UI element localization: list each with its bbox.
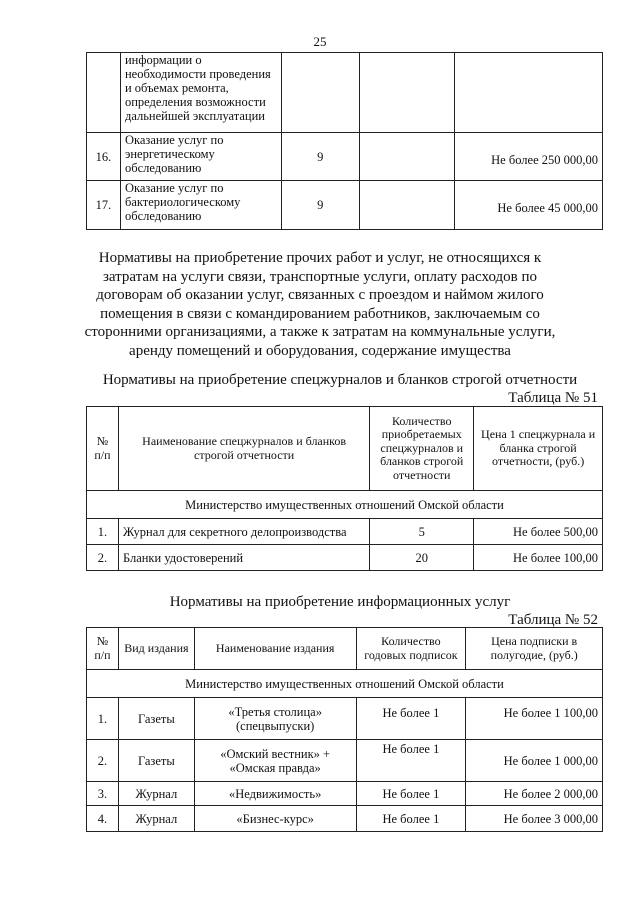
price <box>455 53 603 133</box>
table52 <box>86 627 603 832</box>
table-row <box>87 782 603 806</box>
table52-title: Нормативы на приобретение информационных услуг <box>169 594 511 610</box>
item-name: Бланки удостоверений <box>118 545 369 571</box>
header-type: Вид издания <box>118 628 194 670</box>
table-row <box>87 545 603 571</box>
row-number: 17. <box>87 181 121 230</box>
publication-name: «Омский вестник» + «Омская правда» <box>194 740 356 782</box>
subscriptions: Не более 1 <box>356 806 466 832</box>
service-name: Оказание услуг по энергетическому обследованию <box>120 133 281 181</box>
service-name: Оказание услуг по бактериологическому обследованию <box>120 181 281 230</box>
ministry-name: Министерство имущественных отношений Омской области <box>87 491 603 519</box>
table-row <box>87 806 603 832</box>
header-name: Наименование издания <box>194 628 356 670</box>
table52-label: Таблица № 52 <box>508 612 598 628</box>
header-num: № п/п <box>87 628 119 670</box>
continuation-table <box>86 52 603 230</box>
row-number <box>87 53 121 133</box>
publication-type: Газеты <box>118 698 194 740</box>
price: Не более 45 000,00 <box>455 181 603 230</box>
header-name: Наименование спецжурналов и бланков строгой отчетности <box>118 407 369 491</box>
row-number: 3. <box>87 782 119 806</box>
table-row <box>87 133 603 181</box>
quantity: 9 <box>281 181 359 230</box>
publication-type: Журнал <box>118 806 194 832</box>
quantity: 9 <box>281 133 359 181</box>
publication-name: «Третья столица» (спецвыпуски) <box>194 698 356 740</box>
table-row <box>87 698 603 740</box>
quantity: 20 <box>370 545 474 571</box>
header-price: Цена 1 спецжурнала и бланка строгой отчетности, (руб.) <box>474 407 603 491</box>
quantity <box>281 53 359 133</box>
header-qty: Количество годовых подписок <box>356 628 466 670</box>
subscriptions: Не более 1 <box>356 698 466 740</box>
price: Не более 2 000,00 <box>466 782 603 806</box>
price: Не более 1 100,00 <box>466 698 603 740</box>
publication-name: «Бизнес-курс» <box>194 806 356 832</box>
empty-cell <box>359 53 455 133</box>
price: Не более 1 000,00 <box>466 740 603 782</box>
table-row <box>87 181 603 230</box>
table-row <box>87 740 603 782</box>
header-qty: Количество приобретаемых спецжурналов и бланков строгой отчетности <box>370 407 474 491</box>
publication-type: Журнал <box>118 782 194 806</box>
page-number: 25 <box>313 34 327 49</box>
subscriptions: Не более 1 <box>356 740 466 782</box>
item-name: Журнал для секретного делопроизводства <box>118 519 369 545</box>
service-name: информации о необходимости проведения и объемах ремонта, определения возможности дальнейшей эксплуатации <box>120 53 281 133</box>
table-header-row <box>87 407 603 491</box>
subscriptions: Не более 1 <box>356 782 466 806</box>
section-heading: Нормативы на приобретение прочих работ и услуг, не относящихся к затратам на услуги связи, транспортные услуги, оплату расходов по договорам об оказании услуг, связанных с проездом и наймом жилого помещения в связи с командированием работников, заключаемым со сторонними организациями, а также к затратам на коммунальные услуги, аренду помещений и оборудования, содержание имущества <box>84 250 556 359</box>
table-row <box>87 519 603 545</box>
row-number: 1. <box>87 698 119 740</box>
table-row <box>87 53 603 133</box>
price: Не более 100,00 <box>474 545 603 571</box>
row-number: 2. <box>87 545 119 571</box>
row-number: 16. <box>87 133 121 181</box>
price: Не более 3 000,00 <box>466 806 603 832</box>
ministry-row <box>87 491 603 519</box>
table-header-row <box>87 628 603 670</box>
row-number: 4. <box>87 806 119 832</box>
publication-name: «Недвижимость» <box>194 782 356 806</box>
row-number: 2. <box>87 740 119 782</box>
empty-cell <box>359 181 455 230</box>
table51-title: Нормативы на приобретение спецжурналов и бланков строгой отчетности <box>102 372 578 388</box>
row-number: 1. <box>87 519 119 545</box>
price: Не более 250 000,00 <box>455 133 603 181</box>
header-num: № п/п <box>87 407 119 491</box>
ministry-row <box>87 670 603 698</box>
empty-cell <box>359 133 455 181</box>
publication-type: Газеты <box>118 740 194 782</box>
price: Не более 500,00 <box>474 519 603 545</box>
ministry-name: Министерство имущественных отношений Омской области <box>87 670 603 698</box>
quantity: 5 <box>370 519 474 545</box>
header-price: Цена подписки в полугодие, (руб.) <box>466 628 603 670</box>
table51-label: Таблица № 51 <box>508 390 598 406</box>
table51 <box>86 406 603 571</box>
